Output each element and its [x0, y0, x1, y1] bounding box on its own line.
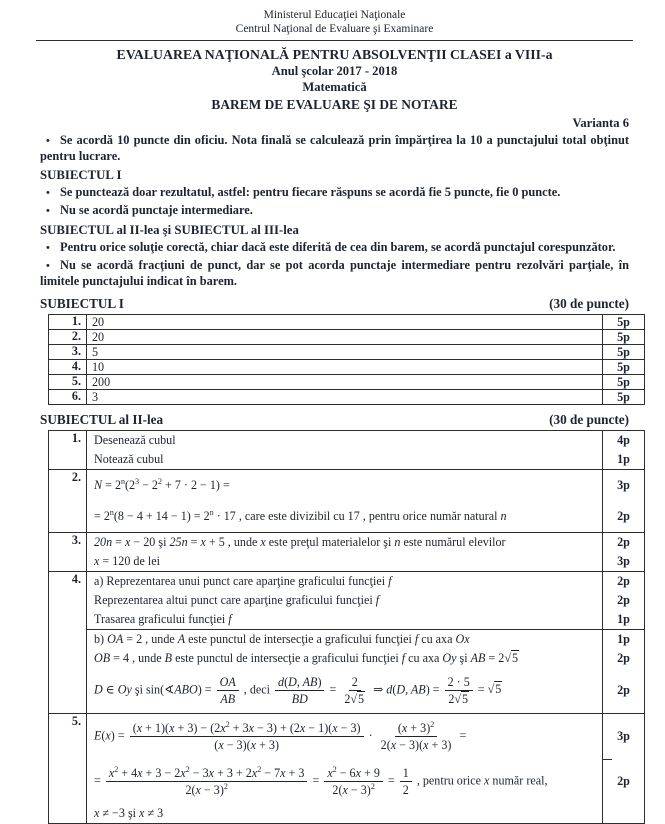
section2-heading [40, 412, 629, 428]
sqrt-radical [504, 650, 519, 665]
intro-bullet: • Se acordă 10 puncte din oficiu. Nota finală se calculează prin împărţirea la 10 a punctajului total obţinut pentru lucrare. [40, 133, 629, 163]
plain-text: = 120 de lei [99, 554, 160, 568]
math-text: x [108, 766, 115, 780]
plain-text: ( [284, 675, 289, 689]
math-text: B [164, 651, 173, 665]
math-text: n [394, 535, 401, 549]
solution-cell [87, 533, 603, 553]
variant-label: Varianta 6 [572, 116, 629, 130]
math-text: f [228, 612, 232, 626]
plain-text: (2 [124, 478, 136, 492]
math-text: x [220, 721, 226, 735]
document-header [40, 8, 629, 36]
intro-section [40, 133, 629, 289]
plain-text: = [384, 773, 398, 788]
math-text: x [390, 738, 397, 752]
plain-text: ( [132, 721, 137, 735]
plain-text: + 3) − (2 [174, 721, 221, 735]
table-row [49, 804, 645, 824]
table-row [49, 668, 645, 714]
school-year: Anul şcolar 2017 - 2018 [271, 64, 398, 78]
fraction-numerator [217, 675, 239, 691]
radicand: 5 [358, 692, 365, 706]
row-number: 4. [49, 360, 87, 375]
plain-text: Reprezentarea altui punct care aparţine graficului funcţiei [94, 593, 376, 607]
fraction-numerator: $(x + 3)^2$ [395, 721, 437, 737]
plain-text: = 2 [94, 509, 110, 523]
math-text: d [278, 675, 285, 689]
plain-text: 2 [448, 692, 455, 706]
row-number: 5. [49, 714, 87, 824]
plain-text: = 2 [102, 478, 121, 492]
plain-text: Notează cubul [94, 452, 164, 466]
fraction [341, 675, 368, 706]
solution-cell: $N = 2^n(2^3 - 2^2 + 7 \cdot 2 - 1)$ = [87, 470, 603, 502]
math-text: n [500, 509, 507, 523]
table-row [49, 572, 645, 592]
math-text: x [139, 806, 145, 820]
intro-subject-heading: SUBIECTUL I [40, 168, 122, 182]
solution-cell: = $2^n(8 - 4 + 14 - 1) = 2^n \cdot 17$ , care este divizibil cu 17 , pentru orice număr natural n [87, 501, 603, 533]
math-text: f [375, 593, 380, 607]
points-cell: 2p [603, 668, 645, 714]
bullet-icon: • [46, 205, 50, 217]
plain-text: a) Reprezentarea unui punct care aparţine graficului funcţiei [94, 574, 389, 588]
table-row [49, 649, 645, 668]
fraction-numerator: $x^2 - 6x + 9$ [324, 766, 383, 782]
plain-text: ) = [110, 728, 128, 743]
solution-cell [87, 668, 603, 714]
bullet-icon: • [46, 187, 50, 199]
plain-text: , pentru orice [413, 773, 484, 788]
points-cell: 2p [603, 759, 645, 804]
fraction-denominator: $2(x - 3)^2$ [185, 781, 228, 797]
plain-text: 2 · 5 [447, 675, 470, 689]
table-row [49, 390, 645, 405]
intro-bullet: • Nu se acordă fracţiuni de punct, dar se pot acorda punctaje intermediare pentru rezolvări parţiale, în limitele punctajului indicat în barem. [40, 258, 629, 288]
plain-text: + 3) [428, 738, 452, 752]
math-text: D [94, 682, 103, 697]
plain-text: este punctul de intersecţie a graficului funcţiei [172, 651, 402, 665]
section1-heading [40, 296, 629, 312]
math-text: x [260, 535, 266, 549]
fraction [106, 766, 308, 797]
points-cell: 4p [603, 431, 645, 451]
answer-cell: 10 [87, 360, 603, 375]
plain-text: cu axa [418, 632, 456, 646]
ministry-line: Ministerul Educaţiei Naţionale [263, 9, 406, 21]
math-text: OA [219, 675, 236, 689]
math-text: d [386, 682, 393, 697]
math-text: OA [107, 632, 124, 646]
points-cell: 1p [603, 450, 645, 470]
row-number: 5. [49, 375, 87, 390]
plain-text: ( [214, 738, 219, 752]
fraction-denominator [400, 782, 412, 797]
math-text: x [137, 766, 143, 780]
row-number: 6. [49, 390, 87, 405]
plain-text: ≠ −3 şi [99, 806, 140, 820]
math-text: AB [220, 692, 236, 706]
plain-text: − 6 [336, 766, 356, 780]
fraction [130, 721, 364, 752]
plain-text: 2( [332, 783, 343, 797]
intro-bullet: • Se punctează doar rezultatul, astfel: pentru fiecare răspuns se acordă fie 5 puncte, fie 0 puncte. [46, 185, 561, 199]
answer-cell: 20 [87, 330, 603, 345]
math-text: x [401, 721, 408, 735]
math-text: 25n [169, 535, 188, 549]
plain-text: 2 [402, 783, 409, 797]
section2-points: (30 de puncte) [549, 412, 629, 427]
fraction [400, 766, 412, 797]
plain-text: − 2 [139, 478, 158, 492]
solution-cell [87, 804, 603, 824]
table-row [49, 315, 645, 330]
row-number: 3. [49, 533, 87, 572]
intro-bullet: • Nu se acordă punctaje intermediare. [46, 203, 253, 217]
table-row [49, 375, 645, 390]
math-text: AB [470, 651, 486, 665]
math-text: x [208, 766, 215, 780]
fraction-denominator [289, 691, 311, 706]
plain-text: şi sin(∢ [131, 682, 175, 697]
answer-cell: 5 [87, 345, 603, 360]
fraction-numerator: $x^2 + 4x + 3 - 2x^2 - 3x + 3 + 2x^2 - 7x + 3$ [106, 766, 308, 782]
solution-cell [87, 630, 603, 650]
points-cell: 3p [603, 470, 645, 502]
fraction [324, 766, 383, 797]
plain-text: − 3) [337, 721, 361, 735]
plain-text: (8 − 4 + 14 − 1) = 2 [113, 509, 210, 523]
plain-text: este preţul materialelor şi [265, 535, 395, 549]
fraction [217, 675, 239, 706]
math-text: f [388, 574, 392, 588]
solution-cell [87, 759, 603, 804]
plain-text: + 3 − 2 [142, 766, 181, 780]
plain-text: + 9 [360, 766, 380, 780]
plain-text: + 4 [118, 766, 138, 780]
table-row [49, 759, 645, 804]
sqrt-radical [350, 691, 365, 706]
plain-text: = [94, 773, 104, 788]
fraction [445, 675, 473, 706]
plain-text: − 3) [200, 783, 224, 797]
math-text: BD [291, 692, 308, 706]
math-text: x [105, 728, 111, 743]
plain-text: + 3 [229, 721, 249, 735]
plain-text: este numărul elevilor [400, 535, 506, 549]
points-cell: 5p [603, 345, 645, 360]
math-text: x [94, 554, 100, 568]
plain-text: ) [317, 675, 322, 689]
table-row [49, 533, 645, 553]
points-cell: 5p [603, 375, 645, 390]
plain-text: ∈ [102, 682, 118, 697]
math-text: f [414, 632, 419, 646]
math-text: D, AB [288, 675, 318, 689]
table-row [49, 345, 645, 360]
math-text: A [177, 632, 186, 646]
plain-text: ≠ 3 [144, 806, 164, 820]
math-text: x [136, 721, 143, 735]
section2-title: SUBIECTUL al II-lea [40, 412, 164, 427]
math-text: 20n [94, 535, 113, 549]
radicand: 5 [462, 692, 469, 706]
points-cell: 3p [603, 552, 645, 572]
plain-text: 2 [351, 675, 358, 689]
plain-text: Desenează cubul [94, 433, 176, 447]
solution-cell [87, 431, 603, 451]
header-divider [36, 40, 633, 41]
plain-text: = [456, 728, 467, 743]
answer-cell: 3 [87, 390, 603, 405]
subject-title: Matematică [302, 80, 367, 94]
subject2-table [48, 430, 645, 824]
plain-text: − 3) + (2 [254, 721, 300, 735]
plain-text: + 7 · 2 − 1) = [161, 478, 230, 492]
bullet-icon: • [46, 260, 50, 272]
fraction-numerator [349, 675, 361, 691]
plain-text: 1 [402, 766, 409, 780]
table-row [49, 330, 645, 345]
sqrt-radical [488, 681, 503, 696]
solution-cell [87, 572, 603, 592]
points-cell: 5p [603, 390, 645, 405]
plain-text: Trasarea graficului funcţiei [94, 612, 229, 626]
table-row [49, 552, 645, 572]
plain-text: = 2 , unde [123, 632, 178, 646]
doc-title: BAREM DE EVALUARE ŞI DE NOTARE [211, 97, 458, 112]
plain-text: 2( [380, 738, 391, 752]
plain-text: şi [456, 651, 471, 665]
points-cell: 3p [603, 714, 645, 760]
math-text: x [218, 738, 224, 752]
intro-subject-heading: SUBIECTUL al II-lea şi SUBIECTUL al III-lea [40, 223, 299, 237]
math-text: x [195, 783, 201, 797]
fraction-denominator: $2(x - 3)^2$ [332, 781, 375, 797]
plain-text: + 1)( [142, 721, 170, 735]
points-cell [603, 804, 645, 824]
points-cell: 1p [603, 630, 645, 650]
fraction-denominator [378, 737, 455, 752]
points-cell: 2p [603, 591, 645, 610]
plain-text: = [326, 682, 340, 697]
points-cell: 2p [603, 501, 645, 533]
plain-text: = 4 , unde [110, 651, 165, 665]
plain-text: − 3 [189, 766, 209, 780]
math-text: N [94, 478, 103, 492]
math-text: x [332, 721, 338, 735]
plain-text: · [365, 728, 376, 743]
row-number: 2. [49, 330, 87, 345]
section1-points: (30 de puncte) [549, 296, 629, 311]
fraction-numerator [400, 766, 412, 782]
exam-title: EVALUAREA NAŢIONALĂ PENTRU ABSOLVENŢII CLASEI a VIII-a [116, 47, 553, 62]
points-cell: 2p [603, 649, 645, 668]
plain-text: = [112, 535, 126, 549]
plain-text: = [309, 773, 323, 788]
plain-text: ) = [425, 682, 443, 697]
plain-text: · 17 , care este divizibil cu 17 , pentru orice număr natural [213, 509, 501, 523]
bullet-icon: • [46, 135, 50, 147]
plain-text: − 7 [261, 766, 281, 780]
fraction-denominator [217, 691, 238, 706]
plain-text: ( [392, 682, 397, 697]
fraction-denominator [445, 691, 472, 706]
math-text: x [299, 721, 306, 735]
points-cell: 1p [603, 610, 645, 630]
intro-bullet: • Pentru orice soluţie corectă, chiar dacă este diferită de cea din barem, se acordă punctajul corespunzător. [46, 240, 616, 254]
math-text: x [327, 766, 333, 780]
fraction-denominator [341, 691, 368, 706]
math-text: x [250, 738, 257, 752]
plain-text: 2( [185, 783, 196, 797]
plain-text: + 5 , unde [205, 535, 261, 549]
math-text: ABO [174, 682, 198, 697]
points-cell: 5p [603, 315, 645, 330]
solution-cell [87, 714, 603, 760]
math-text: x [200, 535, 206, 549]
solution-cell [87, 591, 603, 610]
plain-text: + 3) [256, 738, 279, 752]
plain-text: ) = [197, 682, 215, 697]
table-row [49, 470, 645, 502]
radicand: 5 [511, 651, 519, 665]
plain-text: 2 [344, 692, 351, 706]
fraction [275, 675, 324, 706]
math-text: x [125, 535, 131, 549]
points-cell: 5p [603, 360, 645, 375]
plain-text: + 3 [285, 766, 305, 780]
plain-text: cu axa [405, 651, 443, 665]
table-row [49, 591, 645, 610]
points-cell: 2p [603, 572, 645, 592]
fraction-denominator [211, 737, 282, 752]
plain-text: − 20 şi [130, 535, 170, 549]
row-number: 3. [49, 345, 87, 360]
math-text: x [94, 806, 100, 820]
fraction-numerator: $(x + 1)(x + 3) - (2x^2 + 3x - 3) + (2x - 1)(x - 3)$ [130, 721, 364, 737]
math-text: x [423, 738, 429, 752]
math-text: D, AB [396, 682, 426, 697]
row-number: 1. [49, 431, 87, 470]
plain-text: ( [397, 721, 402, 735]
fraction-numerator [445, 675, 473, 691]
table-row [49, 714, 645, 760]
plain-text: − 1)( [305, 721, 333, 735]
answer-cell: 20 [87, 315, 603, 330]
plain-text: ⇒ [370, 682, 387, 697]
plain-text: , deci [240, 682, 274, 697]
solution-cell [87, 552, 603, 572]
math-text: OB [94, 651, 111, 665]
math-text: x [342, 783, 348, 797]
math-text: x [248, 721, 255, 735]
math-text: x [180, 766, 186, 780]
math-text: Ox [455, 632, 470, 646]
plain-text: b) [94, 632, 108, 646]
math-text: Oy [442, 651, 457, 665]
sqrt-radical [454, 691, 469, 706]
math-text: x [280, 766, 286, 780]
math-text: f [401, 651, 406, 665]
section1-title: SUBIECTUL I [40, 296, 124, 311]
fraction [378, 721, 455, 752]
plain-text: număr real, [489, 773, 548, 788]
math-text: x [484, 773, 490, 788]
center-line: Centrul Naţional de Evaluare şi Examinare [235, 23, 434, 35]
row-number: 1. [49, 315, 87, 330]
math-text: x [169, 721, 175, 735]
solution-cell [87, 450, 603, 470]
math-text: E [94, 728, 102, 743]
plain-text: − 3) [347, 783, 371, 797]
solution-cell [87, 610, 603, 630]
answer-cell: 200 [87, 375, 603, 390]
plain-text: = 2 [485, 651, 505, 665]
row-number: 4. [49, 572, 87, 714]
points-cell: 5p [603, 330, 645, 345]
table-row [49, 450, 645, 470]
plain-text: = [187, 535, 201, 549]
plain-text: + 3 + 2 [214, 766, 252, 780]
table-row [49, 431, 645, 451]
plain-text: este punctul de intersecţie a graficului funcţiei [185, 632, 415, 646]
table-row [49, 360, 645, 375]
radicand: 5 [495, 682, 502, 697]
math-text: x [355, 766, 361, 780]
points-cell: 2p [603, 533, 645, 553]
fraction-numerator [275, 675, 324, 691]
table-row [49, 630, 645, 650]
solution-cell [87, 649, 603, 668]
subject1-table [48, 314, 645, 405]
plain-text: − 3)( [223, 738, 251, 752]
plain-text: = [474, 682, 488, 697]
math-text: x [251, 766, 258, 780]
row-number: 2. [49, 470, 87, 533]
bullet-icon: • [46, 242, 50, 254]
plain-text: + 3) [407, 721, 431, 735]
table-row [49, 501, 645, 533]
plain-text: ( [101, 728, 106, 743]
math-text: Oy [117, 682, 132, 697]
plain-text: − 3)( [396, 738, 424, 752]
table-row [49, 610, 645, 630]
